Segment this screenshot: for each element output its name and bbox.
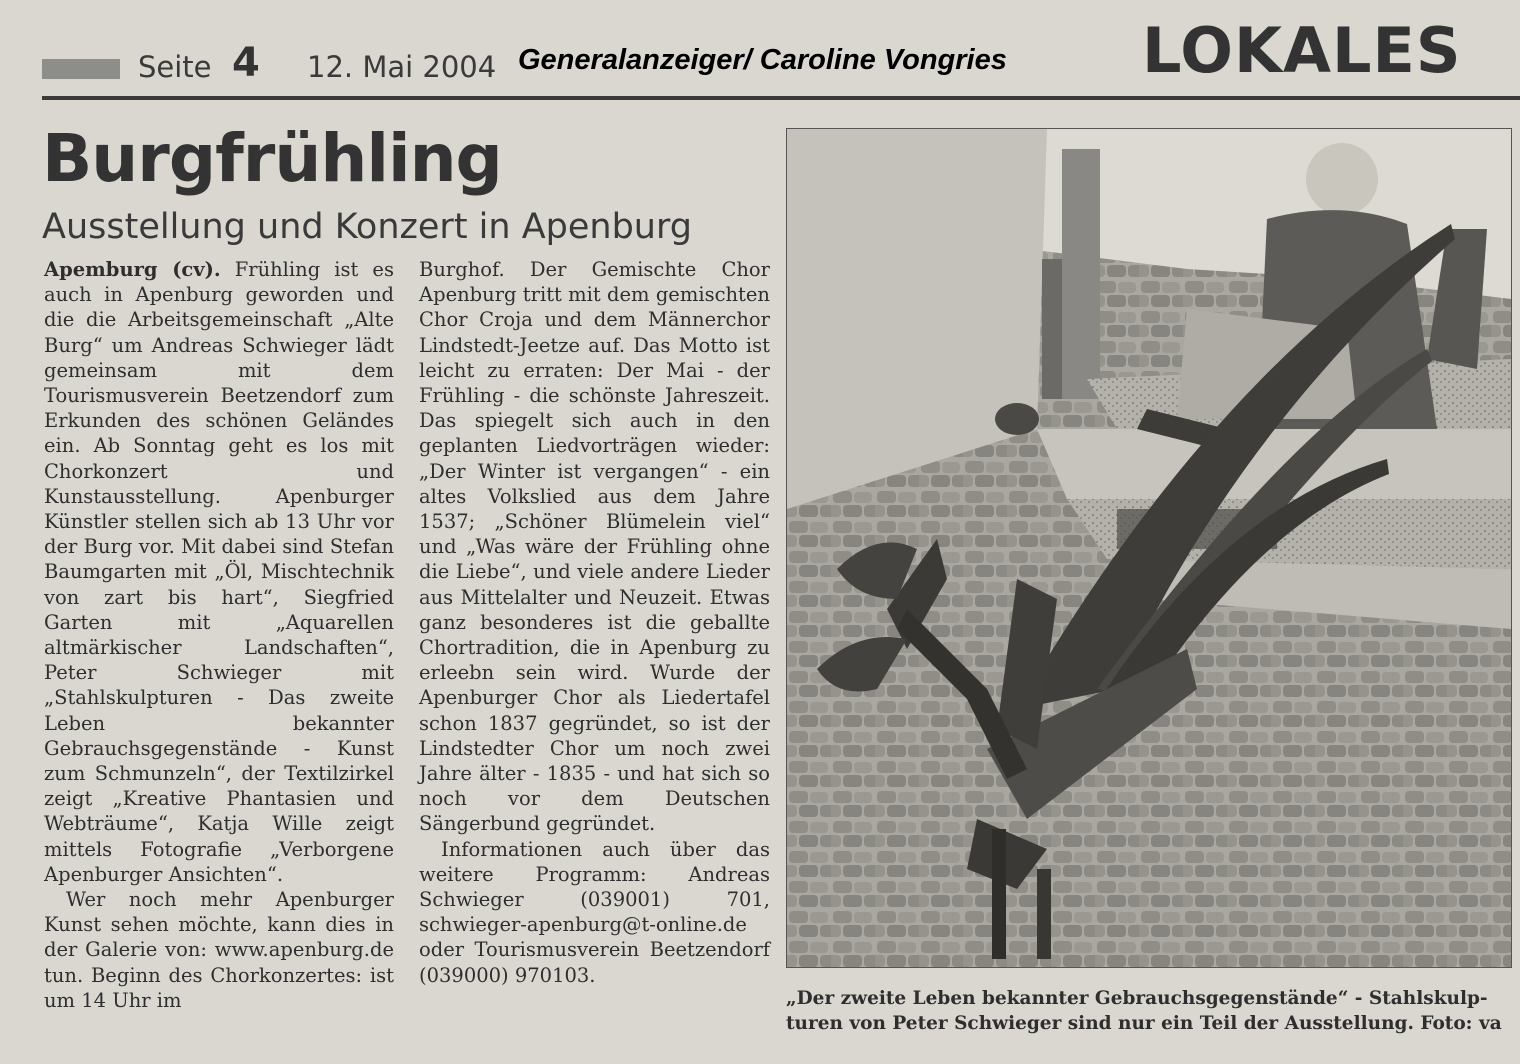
column1-paragraph-2: Wer noch mehr Apenburger Kunst sehen möchte, kann dies in der Galerie von: www.apenburg.de tun. Beginn des Chorkonzertes: ist um 14 Uhr im [44, 888, 394, 1012]
article-subheadline: Ausstellung und Konzert in Apenburg [42, 207, 692, 247]
dateline: Apemburg (cv). [44, 258, 221, 281]
article-column-2 [419, 257, 770, 988]
masthead [0, 0, 1520, 100]
column1-paragraph-1-text: Frühling ist es auch in Apenburg geworden und die die Arbeitsgemeinschaft „Alte Burg“ um Andreas Schwieger lädt gemeinsam mit dem Tourismusverein Beetzendorf zum Erkunden des schönen Geländes ein. Ab Sonntag geht es los mit Chorkonzert und Kunstausstellung. Apenburger Künstler stellen sich ab 13 Uhr vor der Burg vor. Mit dabei sind Stefan Baumgarten mit „Öl, Mischtechnik von zart bis hart“, Siegfried Garten mit „Aquarellen altmärkischer Landschaften“, Peter Schwieger mit „Stahlskulpturen - Das zweite Leben bekannter Gebrauchsgegenstände - Kunst zum Schmunzeln“, der Textilzirkel zeigt „Kreative Phantasien und Webträume“, Katja Wille zeigt mittels Fotografie „Verborgene Apenburger Ansichten“. [44, 258, 394, 886]
article-column-1 [44, 257, 394, 1013]
section-title: LOKALES [1142, 14, 1462, 87]
publication-date: 12. Mai 2004 [307, 50, 497, 84]
page-number: 4 [232, 40, 260, 86]
column2-paragraph-1: Burghof. Der Gemischte Chor Apenburg tritt mit dem gemischten Chor Croja und dem Männerchor Lindstedt-Jeetze auf. Das Motto ist leicht zu erraten: Der Mai - der Frühling - die schönste Jahreszeit. Das spiegelt sich auch in den geplanten Liedvorträgen wieder: „Der Winter ist vergangen“ - ein altes Volkslied aus dem Jahre 1537; „Schöner Blümelein viel“ und „Was wäre der Frühling ohne die Liebe“, und viele andere Lieder aus Mittelalter und Neuzeit. Etwas ganz besonderes ist die geballte Chortradition, die in Apenburg zu erleebn sein wird. Wurde der Apenburger Chor als Liedertafel schon 1837 gegründet, so ist der Lindstedter Chor um noch zwei Jahre älter - 1835 - und hat sich so noch vor dem Deutschen Sängerbund gegründet. [419, 258, 770, 836]
source-credit: Generalanzeiger/ Caroline Vongries [518, 44, 1007, 76]
article-photo [786, 128, 1512, 968]
header-rule [42, 96, 1520, 100]
page-label: Seite [138, 50, 212, 84]
caption-line-2: turen von Peter Schwieger sind nur ein Teil der Ausstellung. Foto: va [786, 1013, 1502, 1034]
photo-illustration [787, 129, 1511, 967]
header-bar-decoration [42, 59, 120, 79]
column1-paragraph-1 [44, 257, 394, 887]
caption-line-1: „Der zweite Leben bekannter Gebrauchsgegenstände“ - Stahlskulp- [786, 988, 1488, 1009]
column2-paragraph-2: Informationen auch über das weitere Programm: Andreas Schwieger (039001) 701, schwieger-apenburg@t-online.de oder Tourismusverein Beetzendorf (039000) 970103. [419, 837, 770, 987]
photo-caption [786, 986, 1510, 1036]
article-headline: Burgfrühling [42, 120, 502, 197]
